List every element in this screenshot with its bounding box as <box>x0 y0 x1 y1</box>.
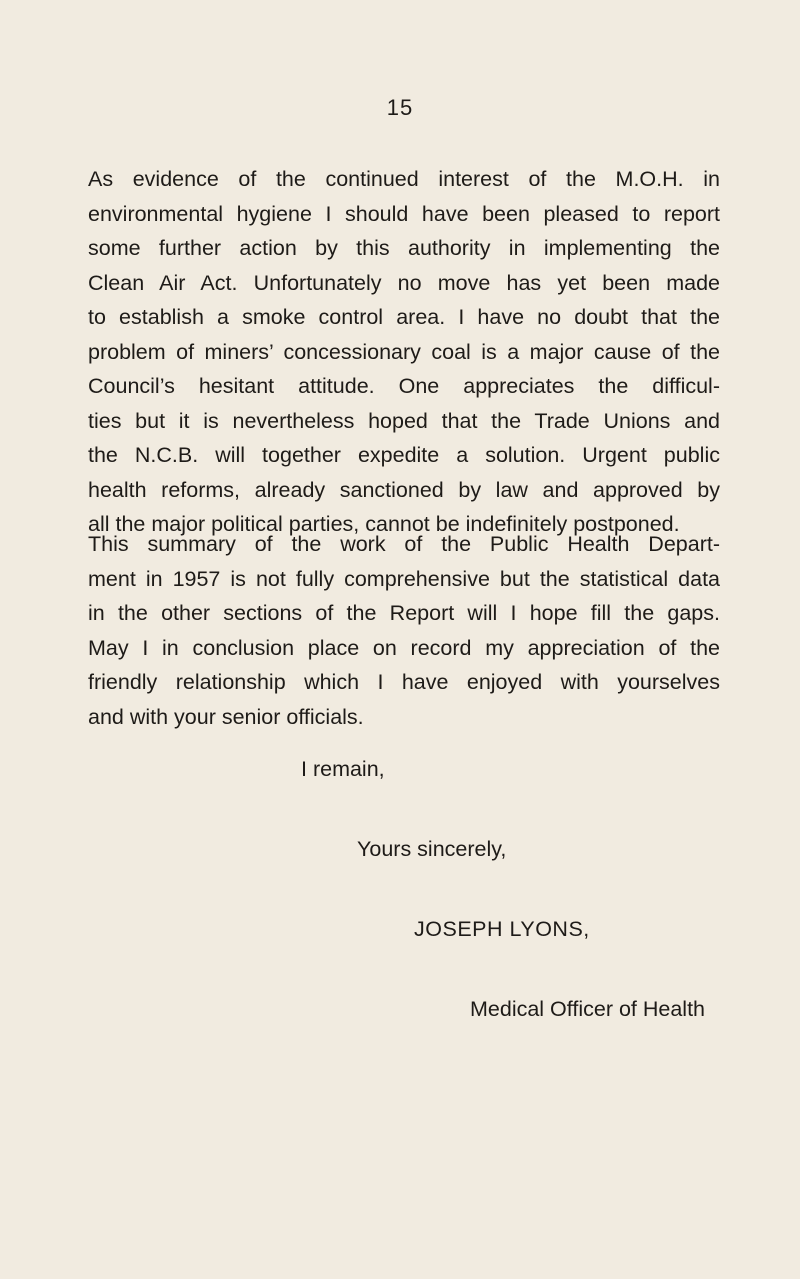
paragraph-summary <box>88 527 720 734</box>
paragraph-line: environmental hygiene I should have been pleased to report <box>88 201 720 226</box>
paragraph-line: health reforms, already sanctioned by law and approved by <box>88 477 720 502</box>
paragraph-line: and with your senior officials. <box>88 704 364 729</box>
paragraph-line: in the other sections of the Report will I hope fill the gaps. <box>88 601 720 625</box>
paragraph-line: This summary of the work of the Public Health Depart- <box>88 532 720 556</box>
signature-name: JOSEPH LYONS, <box>414 917 590 941</box>
paragraph-line: As evidence of the continued interest of the M.O.H. in <box>88 167 720 191</box>
closing-yours-sincerely: Yours sincerely, <box>357 837 507 861</box>
paragraph-line: ties but it is nevertheless hoped that the Trade Unions and <box>88 408 720 433</box>
paragraph-line: Council’s hesitant attitude. One appreciates the difficul- <box>88 374 720 398</box>
page-number: 15 <box>386 95 414 120</box>
paragraph-line: all the major political parties, cannot be indefinitely postponed. <box>88 512 680 536</box>
paragraph-line: some further action by this authority in implementing the <box>88 236 720 260</box>
paragraph-environmental-hygiene <box>88 162 720 542</box>
closing-remain: I remain, <box>301 757 385 781</box>
paragraph-line: May I in conclusion place on record my appreciation of the <box>88 635 720 660</box>
paragraph-line: Clean Air Act. Unfortunately no move has yet been made <box>88 270 720 295</box>
paragraph-line: to establish a smoke control area. I have no doubt that the <box>88 305 720 329</box>
paragraph-line: friendly relationship which I have enjoyed with yourselves <box>88 670 720 694</box>
paragraph-line: the N.C.B. will together expedite a solution. Urgent public <box>88 443 720 467</box>
paragraph-line: ment in 1957 is not fully comprehensive but the statistical data <box>88 566 720 591</box>
signature-title: Medical Officer of Health <box>470 997 706 1021</box>
paragraph-line: problem of miners’ concessionary coal is a major cause of the <box>88 339 720 364</box>
